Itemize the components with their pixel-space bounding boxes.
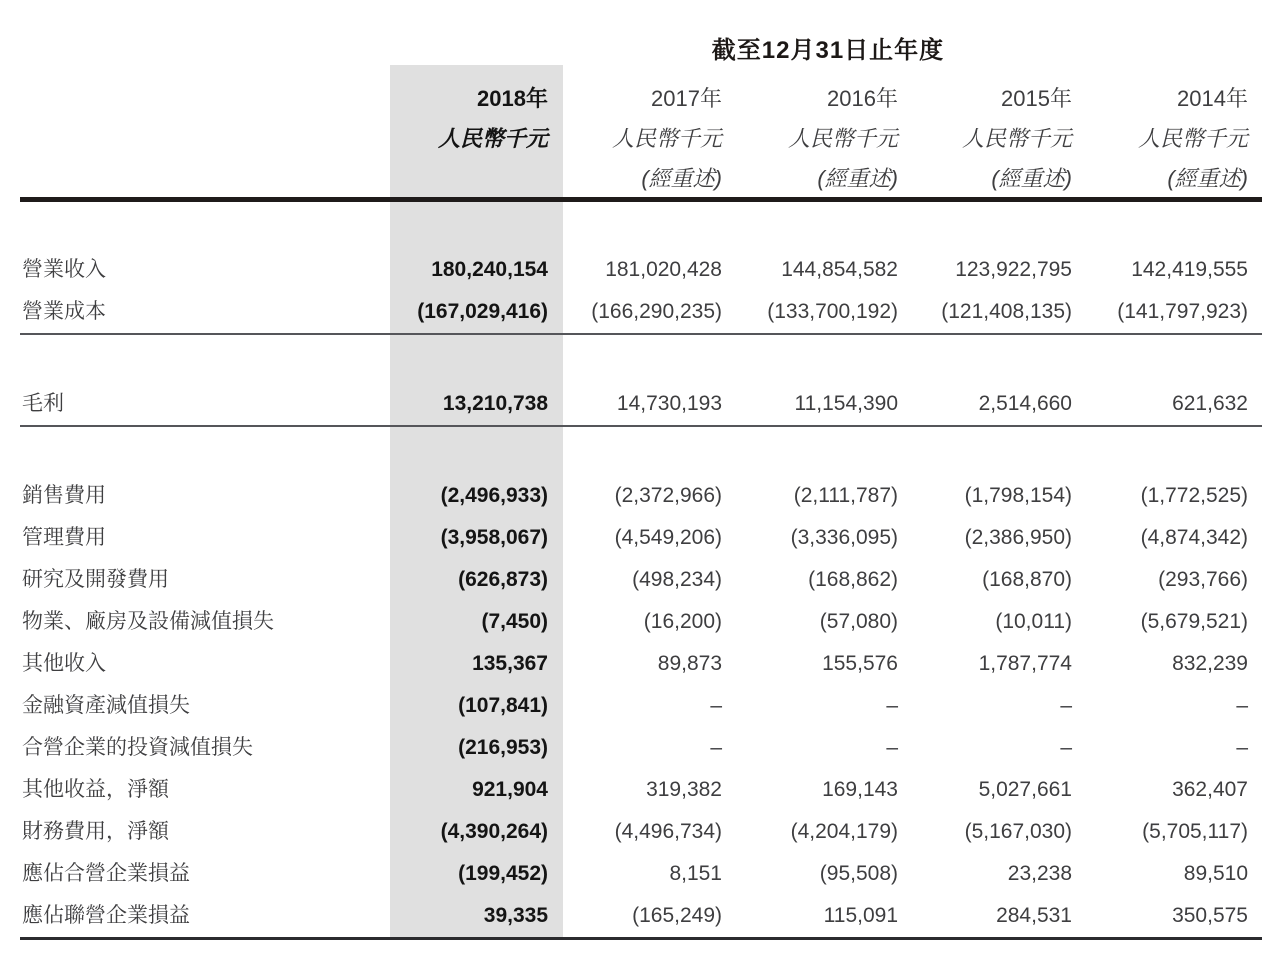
table-row: [20, 383, 1262, 425]
cell-value: (2,386,950): [964, 526, 1072, 549]
table-row: [20, 853, 1262, 895]
unit-label-2014: 人民幣千元: [1137, 125, 1248, 151]
col-header-2017: 2017年: [651, 85, 722, 111]
cell-value: (2,372,966): [614, 484, 722, 507]
cell-value: (7,450): [481, 610, 548, 633]
table-row: [20, 769, 1262, 811]
header-unit-row: [20, 117, 1262, 157]
cell-value: (216,953): [458, 736, 548, 759]
col-header-2016: 2016年: [827, 85, 898, 111]
restated-label-2016: (經重述): [817, 165, 898, 191]
restated-label-2014: (經重述): [1167, 165, 1248, 191]
table-row: [20, 517, 1262, 559]
cell-value: 115,091: [823, 904, 898, 927]
cell-value: (3,958,067): [440, 526, 548, 549]
cell-value: –: [1236, 694, 1248, 717]
cell-value: –: [710, 694, 722, 717]
table-row: [20, 727, 1262, 769]
cell-value: 350,575: [1172, 904, 1248, 927]
cell-value: (165,249): [632, 904, 722, 927]
cell-value: 135,367: [472, 652, 548, 675]
cell-value: (626,873): [458, 568, 548, 591]
gross-profit-section: [20, 383, 1262, 425]
cell-value: 89,510: [1183, 862, 1248, 885]
cell-value: –: [710, 736, 722, 759]
cell-value: 181,020,428: [605, 258, 722, 281]
unit-label-2016: 人民幣千元: [787, 125, 898, 151]
table-row: [20, 811, 1262, 853]
cell-value: (4,874,342): [1140, 526, 1248, 549]
table-row: [20, 291, 1262, 333]
header-restated-row: [20, 157, 1262, 197]
cell-value: (5,167,030): [964, 820, 1072, 843]
row-label: 毛利: [22, 392, 64, 415]
row-label: 研究及開發費用: [22, 568, 169, 591]
cell-value: 89,873: [657, 652, 722, 675]
cell-value: 1,787,774: [978, 652, 1072, 675]
table-row: [20, 643, 1262, 685]
cell-value: (498,234): [632, 568, 722, 591]
restated-label-2017: (經重述): [641, 165, 722, 191]
cell-value: (5,679,521): [1140, 610, 1248, 633]
row-label: 合營企業的投資減值損失: [22, 736, 253, 759]
cell-value: (95,508): [819, 862, 898, 885]
cell-value: (168,862): [808, 568, 898, 591]
table-row: [20, 685, 1262, 727]
cell-value: (4,204,179): [790, 820, 898, 843]
cell-value: 23,238: [1007, 862, 1072, 885]
cell-value: 8,151: [669, 862, 722, 885]
cell-value: (141,797,923): [1117, 300, 1248, 323]
cell-value: 180,240,154: [431, 258, 548, 281]
expenses-section: [20, 475, 1262, 937]
cell-value: 144,854,582: [781, 258, 898, 281]
cell-value: (121,408,135): [941, 300, 1072, 323]
cell-value: 39,335: [483, 904, 548, 927]
cell-value: (107,841): [458, 694, 548, 717]
table-row: [20, 601, 1262, 643]
cell-value: (168,870): [982, 568, 1072, 591]
col-header-2015: 2015年: [1001, 85, 1072, 111]
cell-value: (167,029,416): [417, 300, 548, 323]
cell-value: (4,549,206): [614, 526, 722, 549]
restated-label-2015: (經重述): [991, 165, 1072, 191]
cell-value: 142,419,555: [1131, 258, 1248, 281]
cell-value: (1,798,154): [964, 484, 1072, 507]
cell-value: (5,705,117): [1142, 820, 1248, 843]
row-label: 財務費用，淨額: [22, 820, 169, 843]
spacer: [20, 427, 1262, 475]
row-label: 應佔聯營企業損益: [22, 904, 190, 927]
unit-label-2018: 人民幣千元: [437, 125, 548, 151]
table-row: [20, 559, 1262, 601]
revenue-section: [20, 249, 1262, 333]
row-label: 管理費用: [22, 526, 106, 549]
table-row: [20, 895, 1262, 937]
cell-value: 123,922,795: [955, 258, 1072, 281]
cell-value: 621,632: [1172, 392, 1248, 415]
cell-value: (166,290,235): [591, 300, 722, 323]
row-label: 金融資產減值損失: [22, 694, 190, 717]
row-label: 其他收入: [22, 652, 106, 675]
cell-value: 169,143: [822, 778, 898, 801]
financial-table: [20, 65, 1262, 940]
header-year-row: [20, 77, 1262, 117]
cell-value: 5,027,661: [978, 778, 1072, 801]
cell-value: (16,200): [643, 610, 722, 633]
cell-value: (293,766): [1158, 568, 1248, 591]
cell-value: 284,531: [996, 904, 1072, 927]
cell-value: (1,772,525): [1140, 484, 1248, 507]
cell-value: 155,576: [822, 652, 898, 675]
table-title: 截至12月31日止年度: [711, 37, 945, 64]
table-header: [20, 65, 1262, 197]
cell-value: –: [1060, 736, 1072, 759]
row-label: 銷售費用: [22, 484, 106, 507]
cell-value: 11,154,390: [794, 392, 898, 415]
cell-value: (3,336,095): [790, 526, 898, 549]
cell-value: (133,700,192): [767, 300, 898, 323]
row-label: 營業收入: [22, 258, 106, 281]
cell-value: 14,730,193: [616, 392, 722, 415]
unit-label-2017: 人民幣千元: [611, 125, 722, 151]
cell-value: (4,496,734): [614, 820, 722, 843]
cell-value: (2,496,933): [440, 484, 548, 507]
table-row: [20, 475, 1262, 517]
cell-value: (57,080): [819, 610, 898, 633]
row-label: 營業成本: [22, 300, 106, 323]
spacer: [20, 202, 1262, 249]
cell-value: –: [886, 736, 898, 759]
unit-label-2015: 人民幣千元: [961, 125, 1072, 151]
col-header-2018: 2018年: [477, 85, 548, 111]
cell-value: (199,452): [458, 862, 548, 885]
col-header-2014: 2014年: [1177, 85, 1248, 111]
cell-value: 13,210,738: [442, 392, 548, 415]
row-label: 物業、廠房及設備減值損失: [22, 610, 274, 633]
cell-value: –: [1060, 694, 1072, 717]
cell-value: –: [1236, 736, 1248, 759]
spacer: [20, 335, 1262, 383]
bottom-rule: [20, 937, 1262, 940]
row-label: 其他收益，淨額: [22, 778, 169, 801]
cell-value: –: [886, 694, 898, 717]
table-row: [20, 249, 1262, 291]
cell-value: 319,382: [646, 778, 722, 801]
cell-value: 2,514,660: [978, 392, 1072, 415]
cell-value: (10,011): [995, 610, 1072, 633]
cell-value: (4,390,264): [440, 820, 548, 843]
cell-value: 362,407: [1172, 778, 1248, 801]
cell-value: (2,111,787): [793, 484, 898, 507]
cell-value: 832,239: [1172, 652, 1248, 675]
cell-value: 921,904: [472, 778, 548, 801]
row-label: 應佔合營企業損益: [22, 862, 190, 885]
